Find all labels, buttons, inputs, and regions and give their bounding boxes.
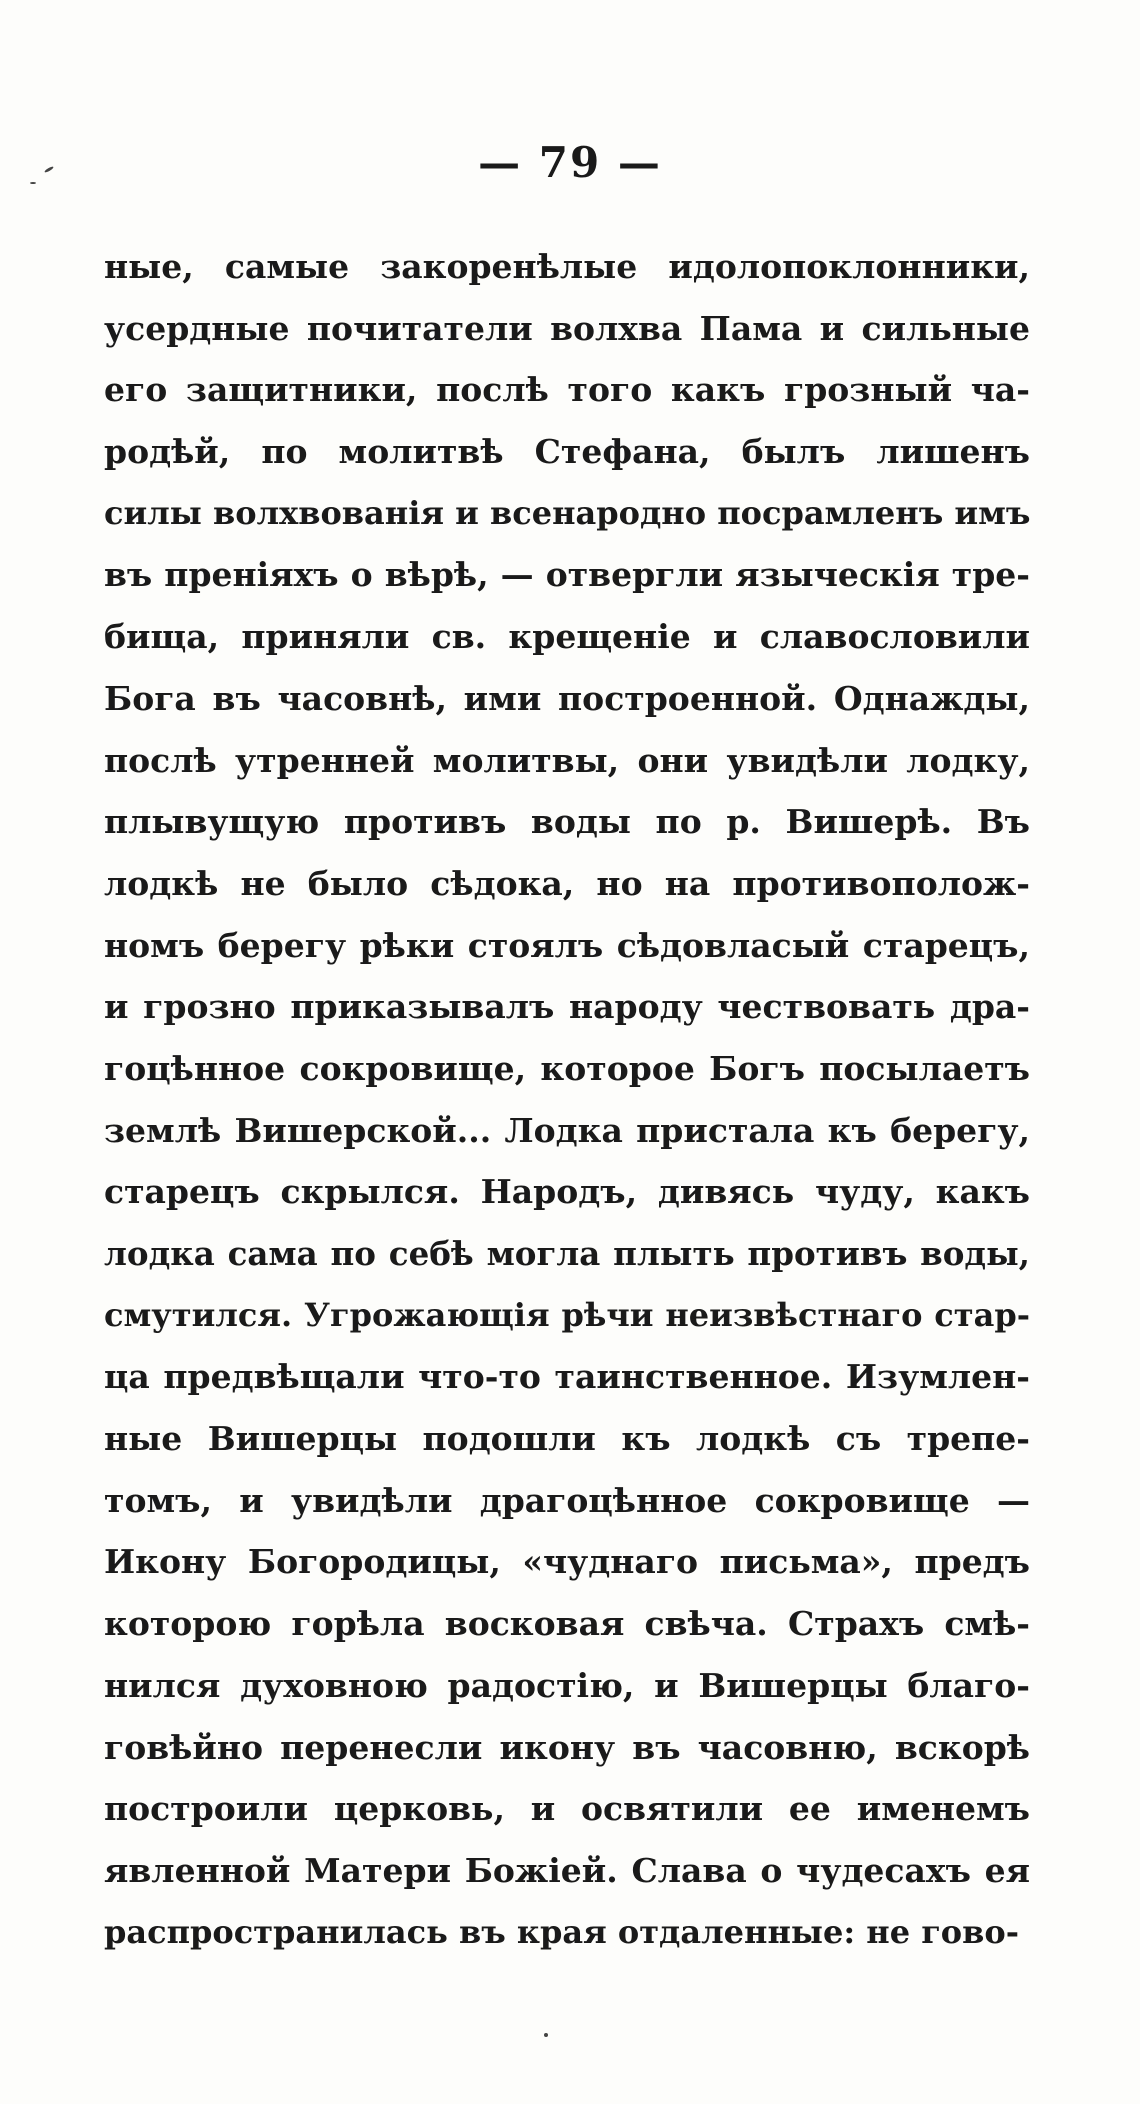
- text-line: построили церковь, и освятили ее именемъ: [104, 1789, 1030, 1829]
- text-line: силы волхвованія и всенародно посрамленъ имъ: [104, 493, 1030, 532]
- text-line: которою горѣла восковая свѣча. Страхъ смѣ-: [104, 1604, 1030, 1644]
- text-line: бища, приняли св. крещеніе и славословили: [104, 617, 1030, 657]
- body-text: [104, 236, 1030, 1963]
- text-line: послѣ утренней молитвы, они увидѣли лодку,: [104, 740, 1030, 780]
- text-line: его защитники, послѣ того какъ грозный ча-: [104, 370, 1030, 410]
- text-line: нился духовною радостію, и Вишерцы благо-: [104, 1665, 1030, 1705]
- page-number: — 79 —: [478, 138, 662, 187]
- text-line: землѣ Вишерской... Лодка пристала къ берегу,: [104, 1110, 1030, 1150]
- text-line: номъ берегу рѣки стоялъ сѣдовласый старецъ,: [104, 925, 1030, 965]
- text-line: Бога въ часовнѣ, ими построенной. Однажды,: [104, 678, 1030, 718]
- text-line: ца предвѣщали что-то таинственное. Изумлен-: [104, 1357, 1030, 1397]
- scan-speck: [544, 2033, 548, 2037]
- text-line: родѣй, по молитвѣ Стефана, былъ лишенъ: [104, 432, 1030, 472]
- text-line: гоцѣнное сокровище, которое Богъ посылаетъ: [104, 1048, 1030, 1088]
- text-line: ные Вишерцы подошли къ лодкѣ съ трепе-: [104, 1419, 1030, 1459]
- text-line: явленной Матери Божіей. Слава о чудесахъ ея: [104, 1850, 1030, 1890]
- text-line: распространилась въ края отдаленные: не гово-: [104, 1912, 1019, 1951]
- text-line: смутился. Угрожающія рѣчи неизвѣстнаго стар-: [104, 1295, 1030, 1334]
- text-line: усердные почитатели волхва Пама и сильные: [104, 308, 1030, 348]
- text-line: въ преніяхъ о вѣрѣ, — отвергли языческія тре-: [104, 555, 1030, 595]
- text-line: ные, самые закоренѣлые идолопоклонники,: [104, 247, 1030, 286]
- text-line: томъ, и увидѣли драгоцѣнное сокровище —: [104, 1480, 1030, 1520]
- text-line: Икону Богородицы, «чуднаго письма», предъ: [104, 1542, 1030, 1582]
- text-line: говѣйно перенесли икону въ часовню, вскорѣ: [104, 1727, 1030, 1767]
- text-line: лодкѣ не было сѣдока, но на противополож-: [104, 863, 1030, 903]
- text-line: лодка сама по себѣ могла плыть противъ воды,: [104, 1234, 1030, 1273]
- scan-speck: [30, 182, 36, 184]
- text-line: старецъ скрылся. Народъ, дивясь чуду, какъ: [104, 1172, 1030, 1212]
- text-line: и грозно приказывалъ народу чествовать дра-: [104, 987, 1030, 1027]
- text-line: плывущую противъ воды по р. Вишерѣ. Въ: [104, 802, 1030, 842]
